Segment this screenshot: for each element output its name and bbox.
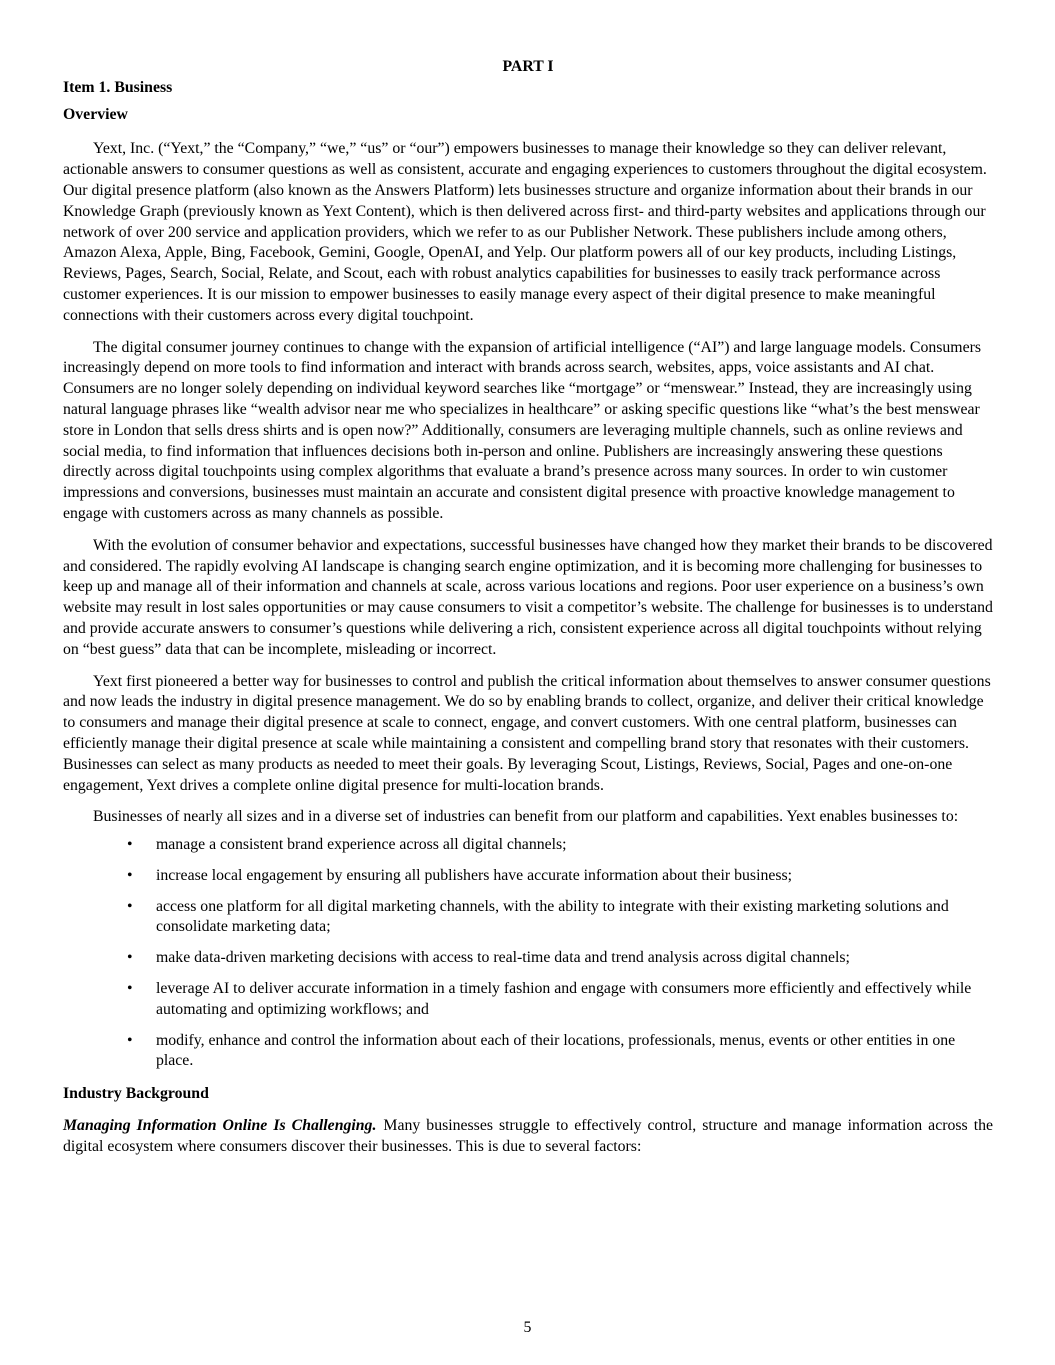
overview-heading: Overview — [63, 105, 128, 123]
bullet-item-one-platform — [63, 897, 993, 939]
bullet-icon: • — [127, 836, 133, 854]
bullet-text: leverage AI to deliver accurate information in a timely fashion and engage with consumers more efficiently and effectively while automating and optimizing workflows; and — [156, 980, 972, 1018]
bullet-item-modify-control — [63, 1031, 993, 1073]
bullet-text: modify, enhance and control the information about each of their locations, professionals, menus, events or other entities in one place. — [156, 1031, 956, 1070]
overview-paragraph-4: Yext first pioneered a better way for businesses to control and publish the critical information about themselves to answer consumer questions and now leads the industry in digital presence management. We do so by enabling brands to collect, organize, and deliver their critical knowledge to consumers and manage their digital presence at scale to connect, engage, and convert customers. With one central platform, businesses can efficiently manage their digital presence at scale while maintaining a consistent and compelling brand story that resonates with their customers. Businesses can select as many products as needed to meet their goals. By leveraging Scout, Listings, Reviews, Social, Pages and one-on-one engagement, Yext drives a complete online digital presence for multi-location brands. — [63, 672, 991, 794]
bullet-icon: • — [127, 866, 133, 884]
overview-paragraph-2: The digital consumer journey continues to change with the expansion of artificial intelligence (“AI”) and large language models. Consumers increasingly depend on more tools to find information and interact with brands across search, websites, apps, voice assistants and AI chat. Consumers are no longer solely depending on individual keyword searches like “mortgage” or “menswear.” Instead, they are increasingly using natural language phrases like “wealth advisor near me who specializes in healthcare” or asking specific questions like “what’s the best menswear store in London that sells dress shirts and is open now?” Additionally, consumers are leveraging multiple channels, such as online reviews and social media, to find information that influences decisions both in-person and online. Publishers are increasingly answering these questions directly across digital touchpoints using complex algorithms that evaluate a brand’s presence across many sources. In order to win customer impressions and conversions, businesses must maintain an accurate and consistent digital presence with proactive knowledge management to engage with customers across as many channels as possible. — [63, 338, 982, 522]
item-1-business-heading: Item 1. Business — [63, 78, 173, 96]
capabilities-bullet-list — [63, 835, 993, 1072]
bullet-icon: • — [127, 980, 133, 998]
bullet-icon: • — [127, 1031, 133, 1049]
overview-paragraph-5: Businesses of nearly all sizes and in a diverse set of industries can benefit from our platform and capabilities. Yext enables businesses to: — [93, 808, 959, 826]
bullet-item-leverage-ai — [63, 979, 993, 1021]
managing-information-body: Many businesses struggle to effectively control, structure and manage information across the digital ecosystem where consumers discover their businesses. This is due to several factors: — [63, 1117, 993, 1155]
overview-paragraph-1: Yext, Inc. (“Yext,” the “Company,” “we,” “us” or “our”) empowers businesses to manage their knowledge so they can deliver relevant, actionable answers to consumer questions as well as consistent, accurate and engaging experiences to customers throughout the digital ecosystem. Our digital presence platform (also known as the Answers Platform) lets businesses structure and organize information about their brands in our Knowledge Graph (previously known as Yext Content), which is then delivered across first- and third-party websites and applications through our network of over 200 service and application providers, which we refer to as our Publisher Network. These publishers include among others, Amazon Alexa, Apple, Bing, Facebook, Gemini, Google, OpenAI, and Yelp. Our platform powers all of our key products, including Listings, Reviews, Pages, Search, Social, Relate, and Scout, each with robust analytics capabilities for businesses to easily track performance across customer experiences. It is our mission to empower businesses to easily manage every aspect of their digital presence to make meaningful connections with their customers across every digital touchpoint. — [63, 140, 987, 324]
bullet-item-manage-brand — [63, 835, 993, 856]
bullet-text: manage a consistent brand experience across all digital channels; — [156, 836, 567, 854]
bullet-item-local-engagement — [63, 866, 993, 887]
managing-information-paragraph — [63, 1116, 993, 1158]
managing-information-lead: Managing Information Online Is Challenging. — [63, 1117, 377, 1135]
part-title: PART I — [502, 58, 554, 75]
bullet-icon: • — [127, 897, 133, 915]
page-number: 5 — [523, 1319, 532, 1337]
bullet-text: increase local engagement by ensuring all publishers have accurate information about their business; — [156, 866, 793, 884]
bullet-text: access one platform for all digital marketing channels, with the ability to integrate with their existing marketing solutions and consolidate marketing data; — [156, 897, 949, 936]
bullet-item-data-driven — [63, 948, 993, 969]
overview-paragraph-3: With the evolution of consumer behavior and expectations, successful businesses have changed how they market their brands to be discovered and considered. The rapidly evolving AI landscape is changing search engine optimization, and it is becoming more challenging for businesses to keep up and manage all of their information and channels at scale, across various locations and regions. Poor user experience on a business’s own website may result in lost sales opportunities or may cause consumers to visit a competitor’s website. The challenge for businesses is to understand and provide accurate answers to consumer’s questions while delivering a rich, consistent experience across all digital touchpoints without relying on “best guess” data that can be incomplete, misleading or incorrect. — [63, 536, 993, 658]
bullet-icon: • — [127, 949, 133, 967]
industry-background-heading: Industry Background — [63, 1085, 209, 1103]
bullet-text: make data-driven marketing decisions with access to real-time data and trend analysis across digital channels; — [156, 949, 850, 967]
